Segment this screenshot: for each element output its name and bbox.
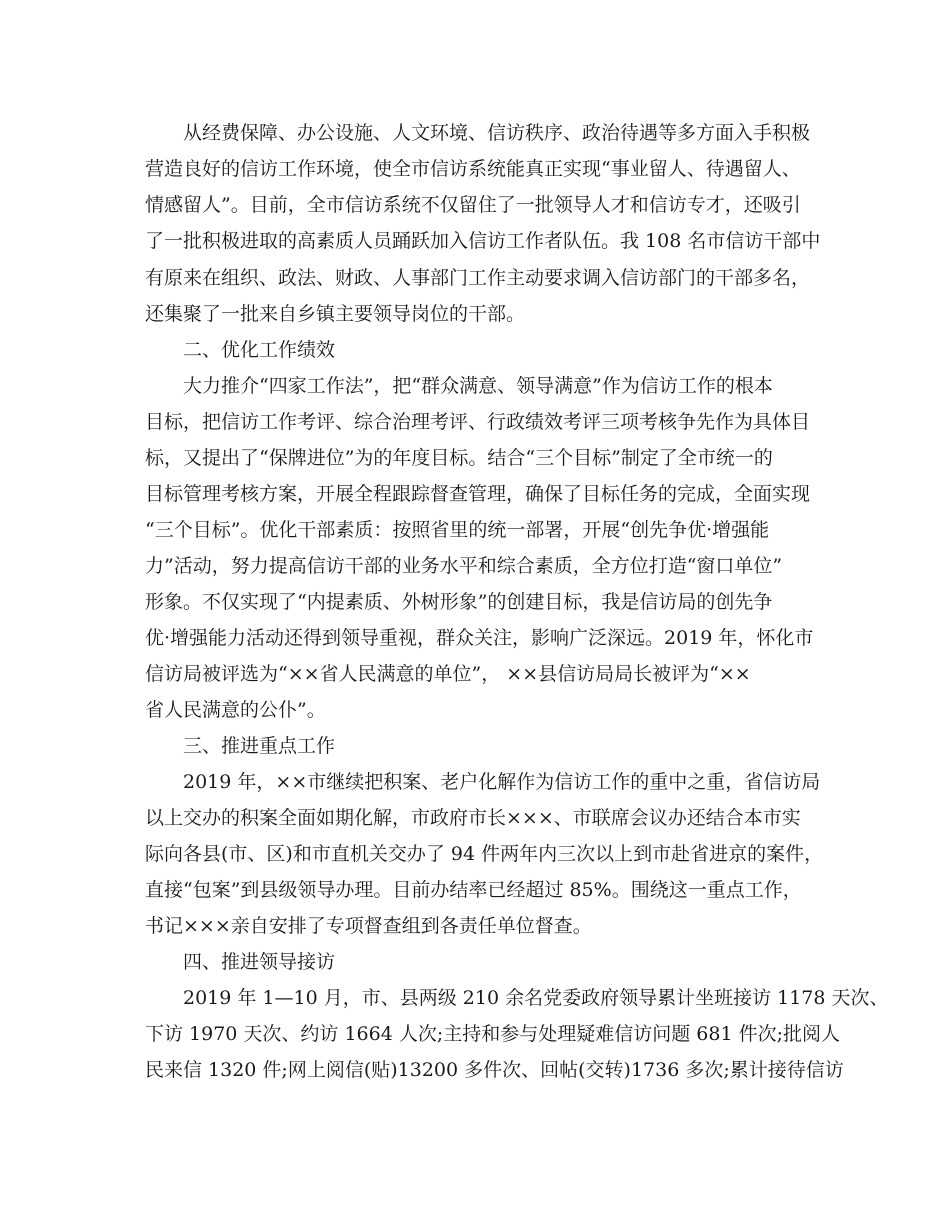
text-line: 优·增强能力活动还得到领导重视，群众关注，影响广泛深远。2019 年，怀化市 xyxy=(145,627,814,649)
section-heading: 四、推进领导接访 xyxy=(183,951,336,973)
text-line: 2019 年，××市继续把积案、老户化解作为信访工作的重中之重，省信访局 xyxy=(183,771,821,793)
text-line: 省人民满意的公仆”。 xyxy=(145,699,326,721)
text-line: 有原来在组织、政法、财政、人事部门工作主动要求调入信访部门的干部多名， xyxy=(145,267,811,289)
text-line: 信访局被评选为“××省人民满意的单位”， ××县信访局局长被评为“×× xyxy=(145,663,751,685)
text-line: 下访 1970 天次、约访 1664 人次;主持和参与处理疑难信访问题 681 件次;批阅人 xyxy=(145,1023,841,1045)
text-line: “三个目标”。优化干部素质：按照省里的统一部署，开展“创先争优·增强能 xyxy=(145,519,770,541)
text-line: 标，又提出了“保牌进位”为的年度目标。结合“三个目标”制定了全市统一的 xyxy=(145,447,773,469)
text-line: 直接“包案”到县级领导办理。目前办结率已经超过 85%。围绕这一重点工作， xyxy=(145,879,802,901)
text-line: 力”活动，努力提高信访干部的业务水平和综合素质，全方位打造“窗口单位” xyxy=(145,555,783,577)
text-line: 了一批积极进取的高素质人员踊跃加入信访工作者队伍。我 108 名市信访干部中 xyxy=(145,230,821,252)
text-line: 从经费保障、办公设施、人文环境、信访秩序、政治待遇等多方面入手积极 xyxy=(183,122,811,144)
text-line: 形象。不仅实现了“内提素质、外树形象”的创建目标，我是信访局的创先争 xyxy=(145,591,773,613)
section-heading: 二、优化工作绩效 xyxy=(183,339,336,361)
text-line: 际向各县(市、区)和市直机关交办了 94 件两年内三次以上到市赴省进京的案件， xyxy=(145,843,824,865)
text-line: 书记×××亲自安排了专项督查组到各责任单位督查。 xyxy=(145,915,592,937)
text-line: 以上交办的积案全面如期化解，市政府市长×××、市联席会议办还结合本市实 xyxy=(145,807,801,829)
text-line: 大力推介“四家工作法”，把“群众满意、领导满意”作为信访工作的根本 xyxy=(183,375,773,397)
text-line: 情感留人”。目前，全市信访系统不仅留住了一批领导人才和信访专才，还吸引 xyxy=(145,194,801,216)
text-line: 民来信 1320 件;网上阅信(贴)13200 多件次、回帖(交转)1736 多次;累计接待信访 xyxy=(145,1059,844,1081)
section-heading: 三、推进重点工作 xyxy=(183,735,336,757)
text-line: 2019 年 1—10 月，市、县两级 210 余名党委政府领导累计坐班接访 1178 天次、 xyxy=(183,987,889,1009)
text-line: 目标管理考核方案，开展全程跟踪督查管理，确保了目标任务的完成，全面实现 xyxy=(145,483,811,505)
text-line: 营造良好的信访工作环境，使全市信访系统能真正实现“事业留人、待遇留人、 xyxy=(145,158,801,180)
text-line: 目标，把信访工作考评、综合治理考评、行政绩效考评三项考核争先作为具体目 xyxy=(145,411,811,433)
text-line: 还集聚了一批来自乡镇主要领导岗位的干部。 xyxy=(145,303,526,325)
